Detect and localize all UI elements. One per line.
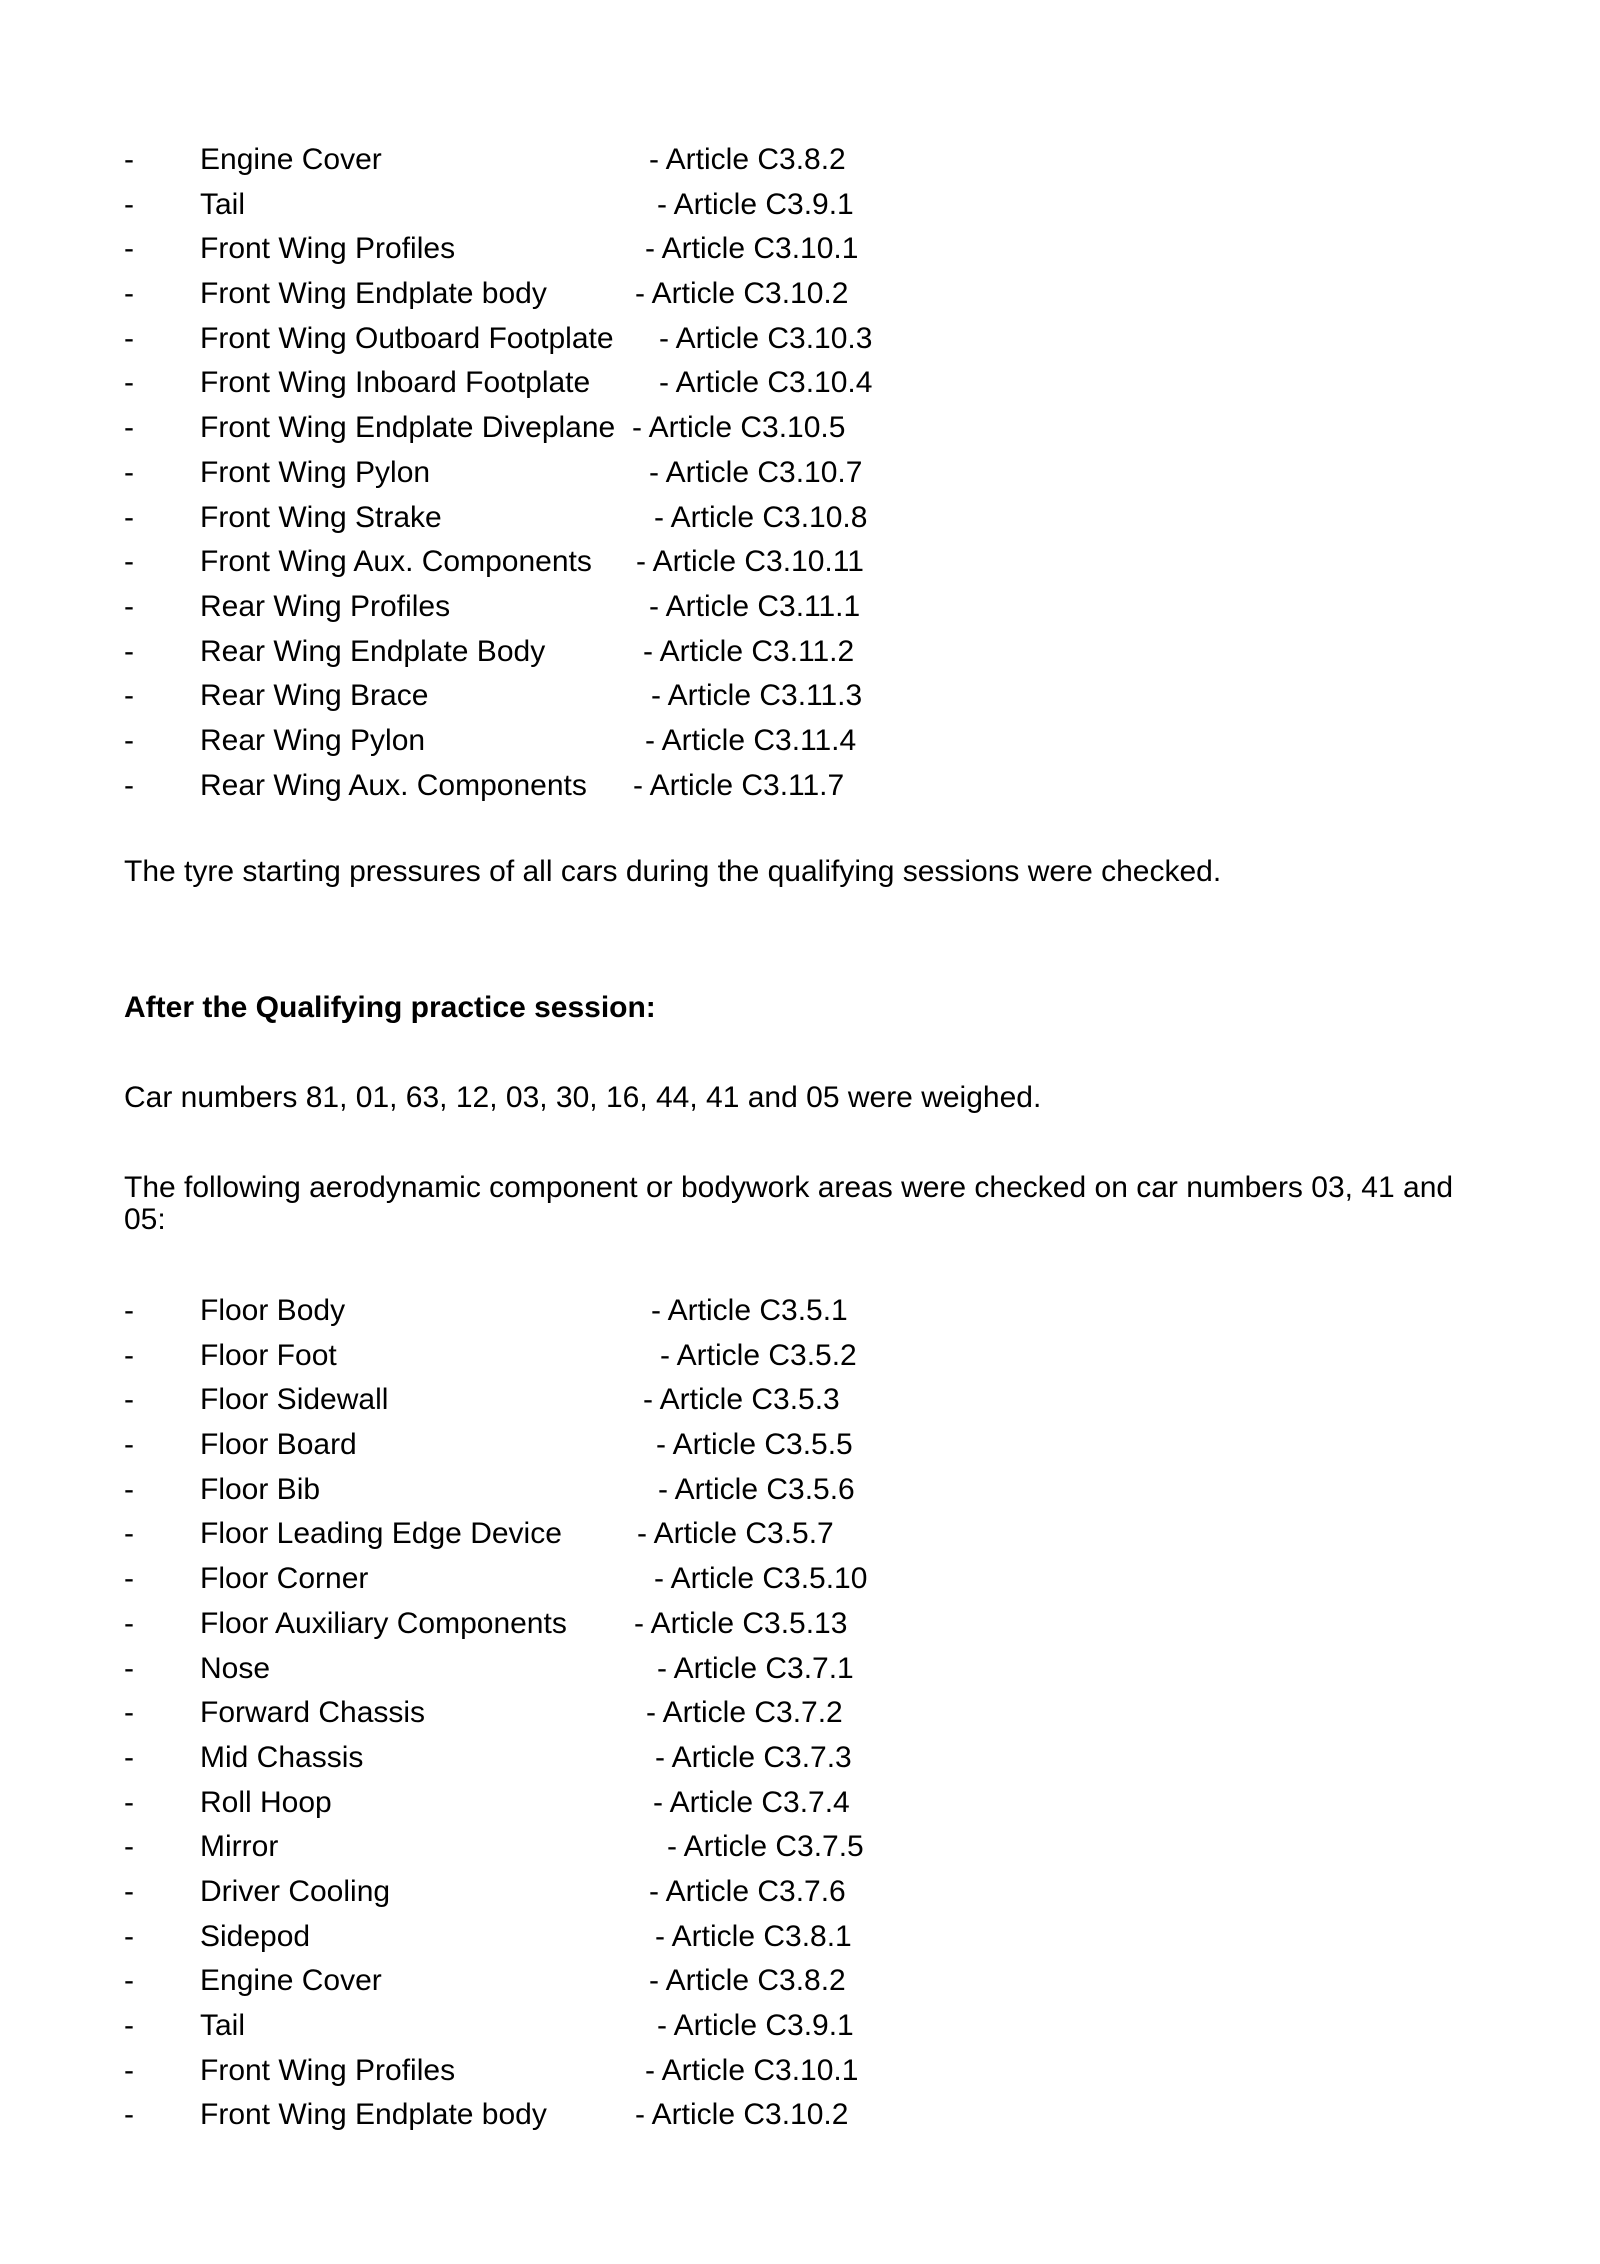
article-reference: - Article C3.7.4 — [653, 1785, 850, 1819]
list-item — [124, 451, 1024, 496]
component-name: Tail — [200, 2009, 246, 2042]
article-reference: - Article C3.5.13 — [634, 1606, 848, 1640]
component-name: Front Wing Endplate body — [200, 277, 547, 311]
list-item — [124, 183, 1024, 228]
list-item — [124, 719, 1024, 764]
list-item — [124, 1959, 1024, 2004]
article-reference: - Article C3.7.2 — [646, 1696, 843, 1730]
component-name: Front Wing Endplate body — [200, 2098, 547, 2132]
article-reference: - Article C3.5.10 — [654, 1562, 868, 1596]
list-item — [124, 1468, 1024, 1513]
bullet-dash: - — [124, 232, 134, 266]
bullet-dash: - — [124, 723, 134, 757]
component-name: Nose — [200, 1651, 271, 1685]
bullet-dash: - — [124, 455, 134, 489]
article-reference: - Article C3.8.2 — [649, 1964, 846, 1998]
list-item — [124, 317, 1024, 362]
list-item — [124, 2093, 1024, 2138]
article-reference: - Article C3.10.3 — [659, 321, 873, 355]
article-reference: - Article C3.5.3 — [643, 1383, 840, 1417]
list-item — [124, 1334, 1024, 1379]
component-name: Front Wing Pylon — [200, 455, 431, 489]
list-item — [124, 1378, 1024, 1423]
article-reference: - Article C3.10.8 — [654, 500, 868, 534]
article-reference: - Article C3.10.4 — [659, 366, 873, 400]
list-item — [124, 1423, 1024, 1468]
article-reference: - Article C3.10.5 — [632, 411, 846, 445]
bullet-dash: - — [124, 187, 134, 221]
component-list-bottom — [124, 1289, 1024, 2138]
component-name: Rear Wing Endplate Body — [200, 634, 546, 668]
component-name: Floor Sidewall — [200, 1383, 389, 1417]
list-item — [124, 138, 1024, 183]
list-item — [124, 1289, 1024, 1334]
component-name: Floor Foot — [200, 1338, 337, 1372]
list-item — [124, 674, 1024, 719]
bullet-dash: - — [124, 500, 134, 534]
component-name: Roll Hoop — [200, 1785, 332, 1819]
article-reference: - Article C3.10.1 — [645, 232, 859, 266]
bullet-dash: - — [124, 1696, 134, 1730]
list-item — [124, 496, 1024, 541]
list-item — [124, 1915, 1024, 1960]
article-reference: - Article C3.11.3 — [651, 679, 863, 713]
list-item — [124, 1736, 1024, 1781]
list-item — [124, 1691, 1024, 1736]
bullet-dash: - — [124, 411, 134, 445]
article-reference: - Article C3.11.2 — [643, 634, 855, 668]
component-name: Engine Cover — [200, 1964, 382, 1998]
article-reference: - Article C3.5.1 — [651, 1294, 848, 1327]
component-name: Rear Wing Brace — [200, 679, 429, 713]
qualifying-section-heading: After the Qualifying practice session: — [124, 991, 656, 1024]
bullet-dash: - — [124, 634, 134, 668]
aero-check-paragraph — [124, 1172, 1504, 1236]
article-reference: - Article C3.7.3 — [655, 1740, 852, 1774]
list-item — [124, 406, 1024, 451]
bullet-dash: - — [124, 277, 134, 311]
component-name: Mirror — [200, 1830, 279, 1864]
bullet-dash: - — [124, 589, 134, 623]
bullet-dash: - — [124, 768, 134, 802]
component-name: Rear Wing Profiles — [200, 589, 451, 623]
component-name: Front Wing Strake — [200, 500, 442, 534]
bullet-dash: - — [124, 1428, 134, 1462]
article-reference: - Article C3.7.5 — [667, 1830, 864, 1864]
component-name: Front Wing Aux. Components — [200, 545, 592, 579]
article-reference: - Article C3.10.11 — [636, 545, 864, 579]
component-name: Floor Body — [200, 1294, 346, 1327]
component-name: Floor Corner — [200, 1562, 369, 1596]
bullet-dash: - — [124, 321, 134, 355]
component-name: Floor Auxiliary Components — [200, 1606, 567, 1640]
bullet-dash: - — [124, 545, 134, 579]
bullet-dash: - — [124, 366, 134, 400]
list-item — [124, 1870, 1024, 1915]
tyre-pressure-paragraph: The tyre starting pressures of all cars during the qualifying sessions were checked. — [124, 855, 1222, 888]
component-name: Driver Cooling — [200, 1874, 391, 1908]
bullet-dash: - — [124, 1517, 134, 1551]
article-reference: - Article C3.5.7 — [637, 1517, 834, 1551]
article-reference: - Article C3.10.1 — [645, 2053, 859, 2087]
bullet-dash: - — [124, 1383, 134, 1417]
component-name: Front Wing Inboard Footplate — [200, 366, 591, 400]
list-item — [124, 1647, 1024, 1692]
component-name: Front Wing Outboard Footplate — [200, 321, 614, 355]
article-reference: - Article C3.7.6 — [649, 1874, 846, 1908]
component-name: Front Wing Profiles — [200, 2053, 456, 2087]
list-item — [124, 361, 1024, 406]
list-item — [124, 2004, 1024, 2049]
bullet-dash: - — [124, 1874, 134, 1908]
article-reference: - Article C3.5.2 — [660, 1338, 857, 1372]
bullet-dash: - — [124, 1830, 134, 1864]
aero-check-line-2: 05: — [124, 1203, 166, 1236]
component-name: Rear Wing Aux. Components — [200, 768, 587, 802]
component-name: Front Wing Endplate Diveplane — [200, 411, 616, 445]
article-reference: - Article C3.11.7 — [633, 768, 845, 802]
component-name: Floor Leading Edge Device — [200, 1517, 562, 1551]
article-reference: - Article C3.8.2 — [649, 143, 846, 176]
article-reference: - Article C3.9.1 — [657, 187, 854, 221]
bullet-dash: - — [124, 1294, 134, 1327]
list-item — [124, 1602, 1024, 1647]
weighed-cars-paragraph: Car numbers 81, 01, 63, 12, 03, 30, 16, 44, 41 and 05 were weighed. — [124, 1081, 1042, 1114]
article-reference: - Article C3.5.6 — [658, 1472, 855, 1506]
bullet-dash: - — [124, 1919, 134, 1953]
article-reference: - Article C3.10.2 — [635, 2098, 849, 2132]
list-item — [124, 540, 1024, 585]
bullet-dash: - — [124, 2009, 134, 2042]
component-name: Rear Wing Pylon — [200, 723, 426, 757]
bullet-dash: - — [124, 143, 134, 176]
component-name: Engine Cover — [200, 143, 382, 176]
component-name: Front Wing Profiles — [200, 232, 456, 266]
article-reference: - Article C3.7.1 — [657, 1651, 854, 1685]
bullet-dash: - — [124, 2098, 134, 2132]
article-reference: - Article C3.8.1 — [655, 1919, 852, 1953]
bullet-dash: - — [124, 679, 134, 713]
list-item — [124, 764, 1024, 809]
list-item — [124, 585, 1024, 630]
list-item — [124, 1825, 1024, 1870]
list-item — [124, 1781, 1024, 1826]
component-name: Floor Board — [200, 1428, 357, 1462]
article-reference: - Article C3.11.1 — [649, 589, 861, 623]
list-item — [124, 2049, 1024, 2094]
article-reference: - Article C3.11.4 — [645, 723, 857, 757]
bullet-dash: - — [124, 2053, 134, 2087]
component-name: Sidepod — [200, 1919, 311, 1953]
bullet-dash: - — [124, 1472, 134, 1506]
bullet-dash: - — [124, 1785, 134, 1819]
list-item — [124, 227, 1024, 272]
component-name: Tail — [200, 187, 246, 221]
list-item — [124, 630, 1024, 675]
component-name: Forward Chassis — [200, 1696, 426, 1730]
article-reference: - Article C3.5.5 — [656, 1428, 853, 1462]
component-name: Mid Chassis — [200, 1740, 364, 1774]
bullet-dash: - — [124, 1338, 134, 1372]
list-item — [124, 272, 1024, 317]
bullet-dash: - — [124, 1606, 134, 1640]
bullet-dash: - — [124, 1740, 134, 1774]
list-item — [124, 1512, 1024, 1557]
list-item — [124, 1557, 1024, 1602]
aero-check-line-1: The following aerodynamic component or bodywork areas were checked on car numbers 03, 41 and — [124, 1171, 1454, 1204]
bullet-dash: - — [124, 1651, 134, 1685]
article-reference: - Article C3.9.1 — [657, 2009, 854, 2042]
component-list-top — [124, 138, 1024, 808]
bullet-dash: - — [124, 1562, 134, 1596]
bullet-dash: - — [124, 1964, 134, 1998]
article-reference: - Article C3.10.7 — [649, 455, 863, 489]
component-name: Floor Bib — [200, 1472, 321, 1506]
article-reference: - Article C3.10.2 — [635, 277, 849, 311]
